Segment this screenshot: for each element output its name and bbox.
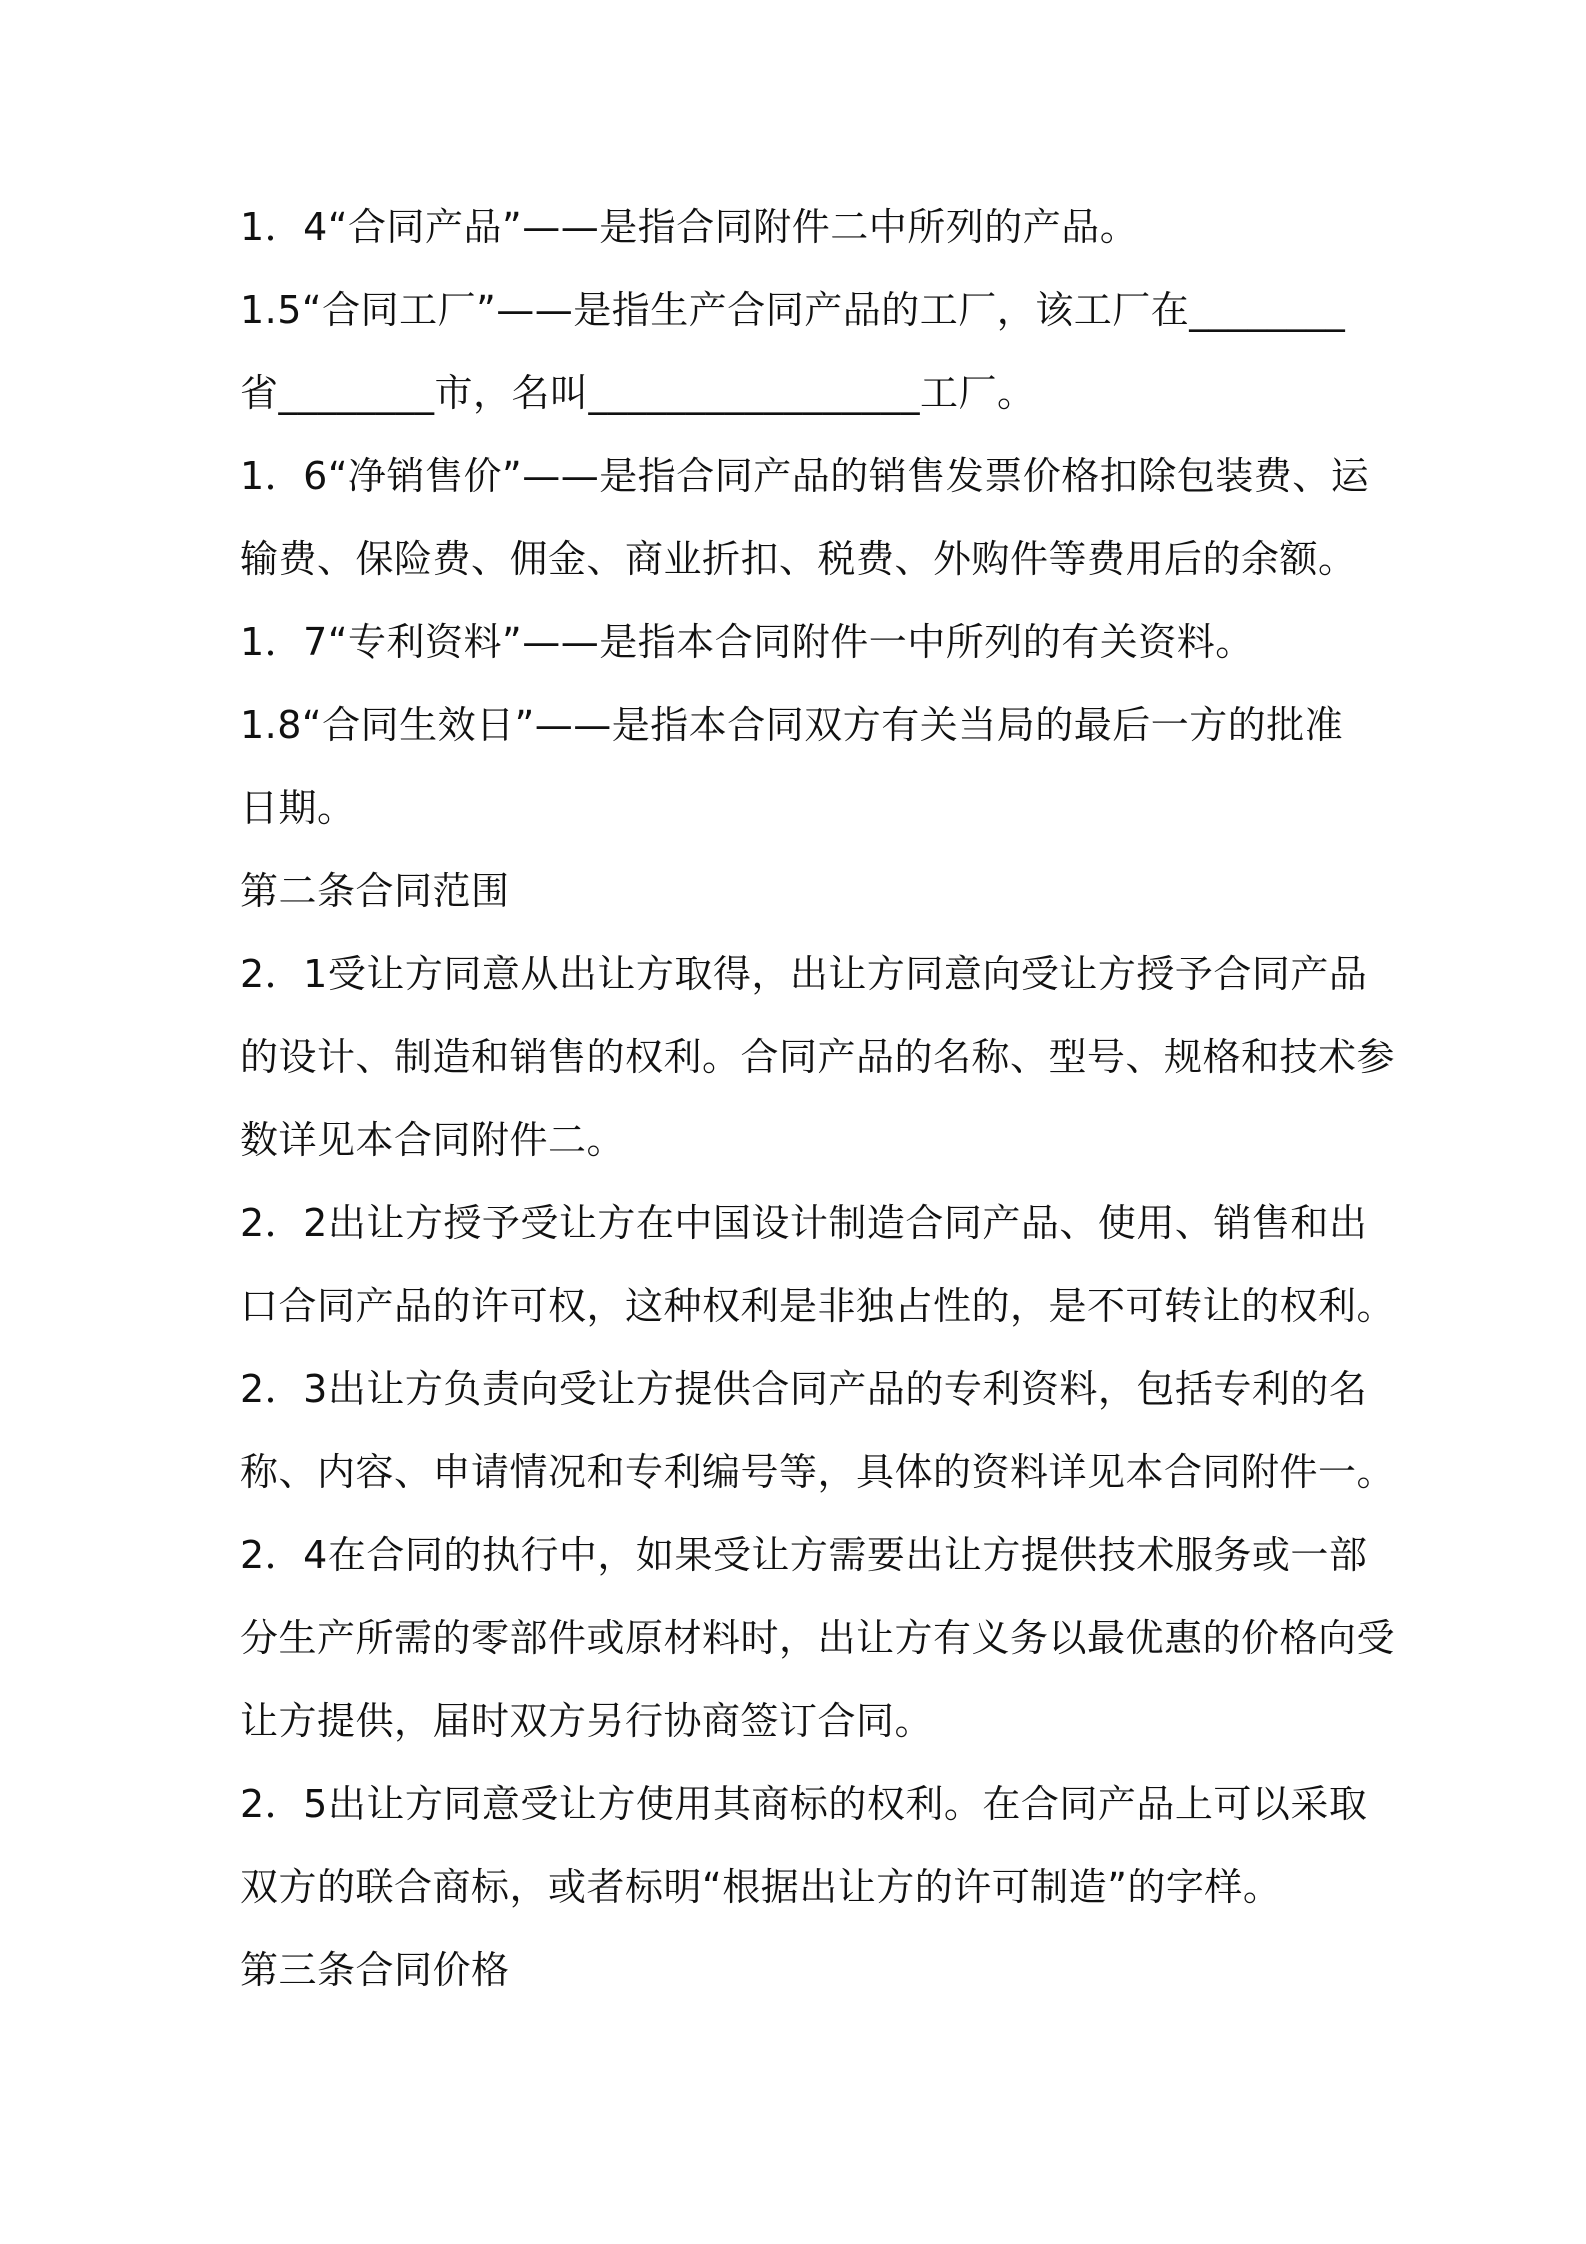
- clause-1-6: 1．6“净销售价”——是指合同产品的销售发票价格扣除包装费、运: [240, 454, 1370, 498]
- clause-2-3-cont: 称、内容、申请情况和专利编号等，具体的资料详见本合同附件一。: [240, 1450, 1396, 1494]
- clause-2-5-cont: 双方的联合商标，或者标明“根据出让方的许可制造”的字样。: [240, 1865, 1282, 1909]
- clause-2-1: 2．1受让方同意从出让方取得，出让方同意向受让方授予合同产品: [240, 952, 1368, 996]
- clause-2-5: 2．5出让方同意受让方使用其商标的权利。在合同产品上可以采取: [240, 1782, 1368, 1826]
- clause-2-1-cont2: 数详见本合同附件二。: [240, 1118, 626, 1162]
- clause-2-4-cont2: 让方提供，届时双方另行协商签订合同。: [240, 1699, 934, 1743]
- article-3-heading: 第三条合同价格: [240, 1948, 510, 1992]
- clause-2-2-cont: 口合同产品的许可权，这种权利是非独占性的，是不可转让的权利。: [240, 1284, 1396, 1328]
- clause-2-2: 2．2出让方授予受让方在中国设计制造合同产品、使用、销售和出: [240, 1201, 1368, 1245]
- clause-2-1-cont: 的设计、制造和销售的权利。合同产品的名称、型号、规格和技术参: [240, 1035, 1396, 1079]
- clause-1-4: 1．4“合同产品”——是指合同附件二中所列的产品。: [240, 205, 1139, 249]
- clause-1-5-cont: 省________市，名叫_________________工厂。: [240, 371, 1036, 415]
- article-2-heading: 第二条合同范围: [240, 869, 510, 913]
- clause-1-8: 1.8“合同生效日”——是指本合同双方有关当局的最后一方的批准: [240, 703, 1344, 747]
- clause-1-6-cont: 输费、保险费、佣金、商业折扣、税费、外购件等费用后的余额。: [240, 537, 1357, 581]
- clause-1-8-cont: 日期。: [240, 786, 356, 830]
- clause-2-4-cont: 分生产所需的零部件或原材料时，出让方有义务以最优惠的价格向受: [240, 1616, 1396, 1660]
- clause-1-7: 1．7“专利资料”——是指本合同附件一中所列的有关资料。: [240, 620, 1254, 664]
- clause-2-4: 2．4在合同的执行中，如果受让方需要出让方提供技术服务或一部: [240, 1533, 1368, 1577]
- clause-1-5: 1.5“合同工厂”——是指生产合同产品的工厂，该工厂在________: [240, 288, 1346, 332]
- clause-2-3: 2．3出让方负责向受让方提供合同产品的专利资料，包括专利的名: [240, 1367, 1368, 1411]
